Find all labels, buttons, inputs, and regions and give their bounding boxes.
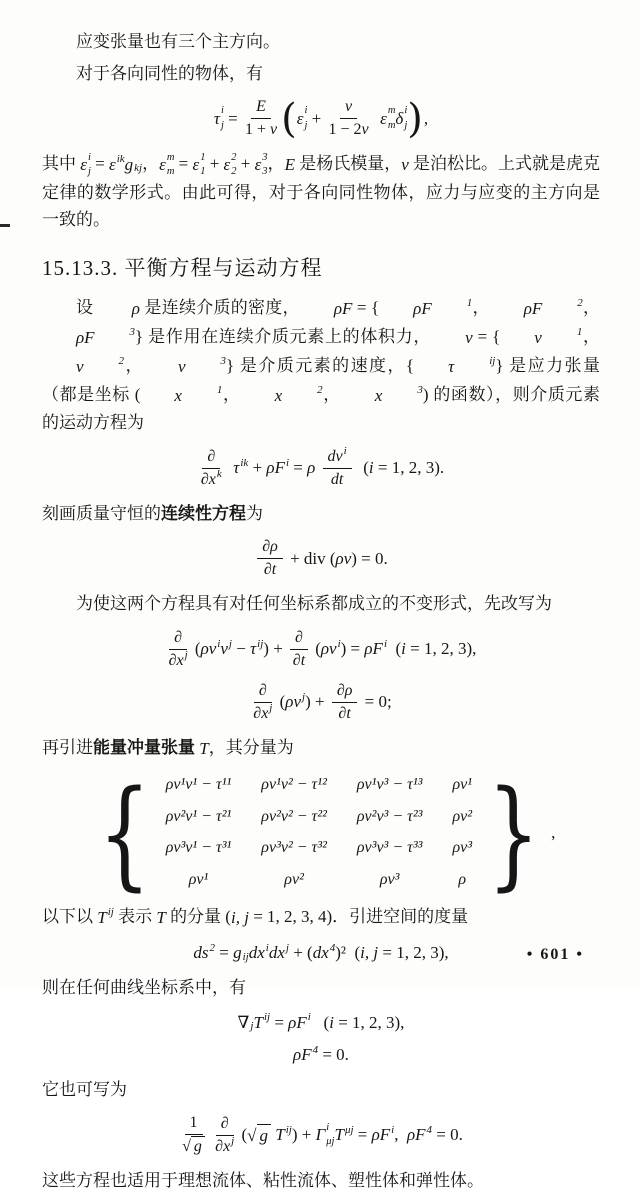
formula-continuity-equation: $\frac{\partial\rho}{\partial t}$ + div ( ρv ) = 0. [42,537,600,580]
paragraph-hooke-explanation: 其中 ε i j = ε ik g kj ， ε m m = ε 1 1 + ε 2 2 + ε 3 3 ， E 是杨氏模量， ν 是泊松比。上式就是虎克定律的数学形式。由此可得，对于各向同性物体，应力与应变的主方向是一致的。 [42,151,601,230]
matrix-cell: ρv¹ [452,775,473,793]
matrix-cell: ρv¹v¹ − τ¹¹ [165,775,232,793]
page-number: • 601 • [526,946,584,963]
matrix-cell: ρv² [452,807,473,825]
formula-covariant-divergence: ∇ j T ij = ρF i ( i = 1, 2, 3), [237,1011,405,1033]
paragraph-continuity-intro: 刻画质量守恒的连续性方程为 [42,503,263,523]
matrix-cell: ρv²v¹ − τ²¹ [165,807,232,825]
paragraph-rewrite-intro: 它也可写为 [42,1079,127,1099]
formula-momentum-rewritten: ∂ ∂x j ( ρv i v j − τ ij ) + $\frac{\partial}{\partial t}$ ( ρv i ) = ρF i ( i = 1, 2, 3), [168,629,477,670]
formula-energy-momentum-matrix: { ρv¹v¹ − τ¹¹ ρv¹v² − τ¹² ρv¹v³ − τ¹³ ρv¹ ρv²v¹ − τ²¹ ρv²v² − τ²² ρv²v³ − τ²³ ρv² ρv³v¹ − τ³¹ ρv³v² − τ³² ρv³v³ − τ³³ ρv³ ρv¹ ρv² ρv³ ρ } , [97,763,556,902]
formula-space-metric: ds 2 = g ij dx i dx j + ( dx 4 )² ( i, j = 1, 2, 3), [193,941,449,963]
paragraph-isotropic-intro: 对于各向同性的物体，有 [76,63,263,83]
matrix-cell: ρv³v³ − τ³³ [356,839,423,857]
matrix-cell: ρv²v² − τ²² [261,807,327,825]
matrix-cell: ρv¹ [188,871,209,889]
formula-f4-zero: ρF 4 = 0. [293,1043,349,1064]
paragraph-medium-setup: 设 ρ 是连续介质的密度， ρF = { ρF 1 ， ρF 2 ， ρF 3 } 是作用在连续介质元素上的体积力， v = { v 1 ， v 2 ， v 3 } 是介质元素的速度，{ τ ij } 是应力张量（都是坐标 ( x 1 ， x 2 ， x 3 ) 的函数），则介质元素的运动方程为 [42,297,601,433]
matrix-grid [166,775,472,891]
paragraph-curvilinear: 则在任何曲线坐标系中，有 [42,978,246,998]
paragraph-closing: 这些方程也适用于理想流体、粘性流体、塑性体和弹性体。 [42,1171,484,1191]
matrix-cell: ρv¹v² − τ¹² [261,775,327,793]
formula-motion-equation: ∂ ∂x k τ ik + ρF i = ρ dv i dt ( i = 1, 2, 3). [200,445,445,488]
matrix-cell: ρv¹v³ − τ¹³ [356,775,423,793]
matrix-cell: ρv³v¹ − τ³¹ [165,839,232,857]
matrix-cell: ρ [458,871,467,889]
matrix-brace: } [487,763,540,902]
formula-christoffel-form: 1 √ g ∂ ∂x j ( √ g T ij ) + Γ i μj T μj = ρF i , ρF 4 = 0. [182,1114,463,1156]
matrix-cell: ρv²v³ − τ²³ [356,807,423,825]
matrix-cell: ρv² [284,871,304,889]
paragraph-components-metric: 以下以 T ij 表示 T 的分量 ( i, j = 1, 2, 3, 4)．引进空间的度量 [42,906,469,928]
matrix-cell: ρv³ [452,839,473,857]
paragraph-energy-tensor-intro: 再引进能量冲量张量 T ，其分量为 [42,738,294,759]
matrix-cell: ρv³v² − τ³² [261,839,327,857]
paragraph-invariant-form: 为使这两个方程具有对任何坐标系都成立的不变形式，先改写为 [76,594,552,614]
formula-mass-rewritten: ∂ ∂x j ( ρv j ) + $\frac{\partial\rho}{\partial t}$ = 0; [253,682,392,723]
paragraph-strain-directions: 应变张量也有三个主方向。 [76,32,280,51]
section-heading: 15.13.3. 平衡方程与运动方程 [42,255,323,280]
matrix-cell: ρv³ [379,871,400,889]
formula-hooke-law: τ i j = E 1 + ν ( ε i j + ν 1 − 2 ν ε m m δ i j ) , [213,95,429,142]
margin-mark [0,224,10,227]
matrix-brace: { [97,763,151,902]
